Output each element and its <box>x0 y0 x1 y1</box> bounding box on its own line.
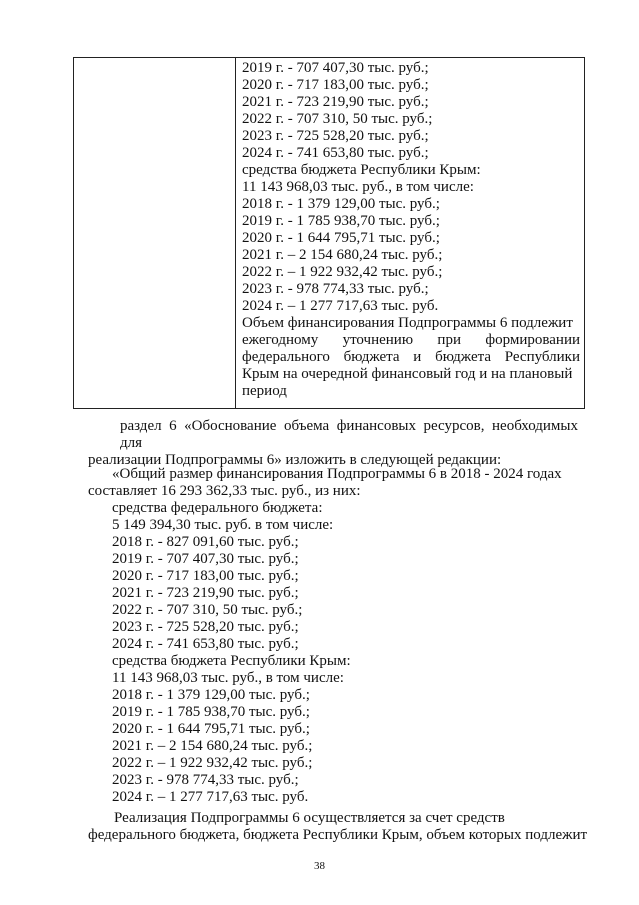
quote-lead-line: «Общий размер финансирования Подпрограммы 6 в 2018 - 2024 годах <box>112 466 562 482</box>
quote-line: средства федерального бюджета: <box>112 500 323 516</box>
quote-line: 2019 г. - 707 407,30 тыс. руб.; <box>112 551 299 567</box>
table-line: 2019 г. - 1 785 938,70 тыс. руб.; <box>242 213 440 229</box>
table-line: 2018 г. - 1 379 129,00 тыс. руб.; <box>242 196 440 212</box>
table-note-line: Крым на очередной финансовый год и на плановый <box>242 366 573 382</box>
table-line: 2020 г. - 1 644 795,71 тыс. руб.; <box>242 230 440 246</box>
table-line: 2024 г. – 1 277 717,63 тыс. руб. <box>242 298 439 314</box>
table-line: 2023 г. - 978 774,33 тыс. руб.; <box>242 281 429 297</box>
section-intro-line: раздел 6 «Обоснование объема финансовых ресурсов, необходимых для <box>120 418 578 451</box>
quote-line: 2019 г. - 1 785 938,70 тыс. руб.; <box>112 704 310 720</box>
table-line: 2021 г. – 2 154 680,24 тыс. руб.; <box>242 247 443 263</box>
quote-lead-line: составляет 16 293 362,33 тыс. руб., из них: <box>88 483 361 499</box>
quote-line: 11 143 968,03 тыс. руб., в том числе: <box>112 670 344 686</box>
quoted-financing-block <box>88 466 588 806</box>
table-column-divider <box>235 58 236 408</box>
table-line: 2024 г. - 741 653,80 тыс. руб.; <box>242 145 429 161</box>
section-intro-paragraph <box>88 418 578 469</box>
quote-line: 2020 г. - 717 183,00 тыс. руб.; <box>112 568 299 584</box>
quote-line: 5 149 394,30 тыс. руб. в том числе: <box>112 517 334 533</box>
quote-line: 2023 г. - 725 528,20 тыс. руб.; <box>112 619 299 635</box>
section-intro-line: реализации Подпрограммы 6» изложить в следующей редакции: <box>88 452 502 468</box>
quote-line: 2022 г. - 707 310, 50 тыс. руб.; <box>112 602 303 618</box>
quote-line: 2018 г. - 1 379 129,00 тыс. руб.; <box>112 687 310 703</box>
table-note-line: ежегодному уточнению при формировании <box>242 332 580 348</box>
table-line: 2022 г. – 1 922 932,42 тыс. руб.; <box>242 264 443 280</box>
financing-table <box>73 57 585 409</box>
quote-line: 2021 г. – 2 154 680,24 тыс. руб.; <box>112 738 313 754</box>
closing-line: Реализация Подпрограммы 6 осуществляется за счет средств <box>114 810 505 826</box>
table-line: средства бюджета Республики Крым: <box>242 162 481 178</box>
table-line: 2019 г. - 707 407,30 тыс. руб.; <box>242 60 429 76</box>
closing-paragraph <box>88 810 588 844</box>
table-note-line: Объем финансирования Подпрограммы 6 подлежит <box>242 315 573 331</box>
quote-line: 2018 г. - 827 091,60 тыс. руб.; <box>112 534 299 550</box>
table-line: 2021 г. - 723 219,90 тыс. руб.; <box>242 94 429 110</box>
quote-line: 2020 г. - 1 644 795,71 тыс. руб.; <box>112 721 310 737</box>
table-left-cell <box>74 58 235 408</box>
quote-line: 2022 г. – 1 922 932,42 тыс. руб.; <box>112 755 313 771</box>
table-right-cell <box>242 60 580 400</box>
quote-line: 2024 г. - 741 653,80 тыс. руб.; <box>112 636 299 652</box>
quote-line: средства бюджета Республики Крым: <box>112 653 351 669</box>
table-line: 11 143 968,03 тыс. руб., в том числе: <box>242 179 474 195</box>
table-line: 2022 г. - 707 310, 50 тыс. руб.; <box>242 111 433 127</box>
table-line: 2020 г. - 717 183,00 тыс. руб.; <box>242 77 429 93</box>
table-note-line: период <box>242 383 287 399</box>
quote-line: 2021 г. - 723 219,90 тыс. руб.; <box>112 585 299 601</box>
quote-line: 2023 г. - 978 774,33 тыс. руб.; <box>112 772 299 788</box>
table-note-line: федерального бюджета и бюджета Республики <box>242 349 580 365</box>
closing-line: федерального бюджета, бюджета Республики Крым, объем которых подлежит <box>88 827 588 843</box>
page-number: 38 <box>314 860 325 872</box>
table-line: 2023 г. - 725 528,20 тыс. руб.; <box>242 128 429 144</box>
quote-line: 2024 г. – 1 277 717,63 тыс. руб. <box>112 789 309 805</box>
